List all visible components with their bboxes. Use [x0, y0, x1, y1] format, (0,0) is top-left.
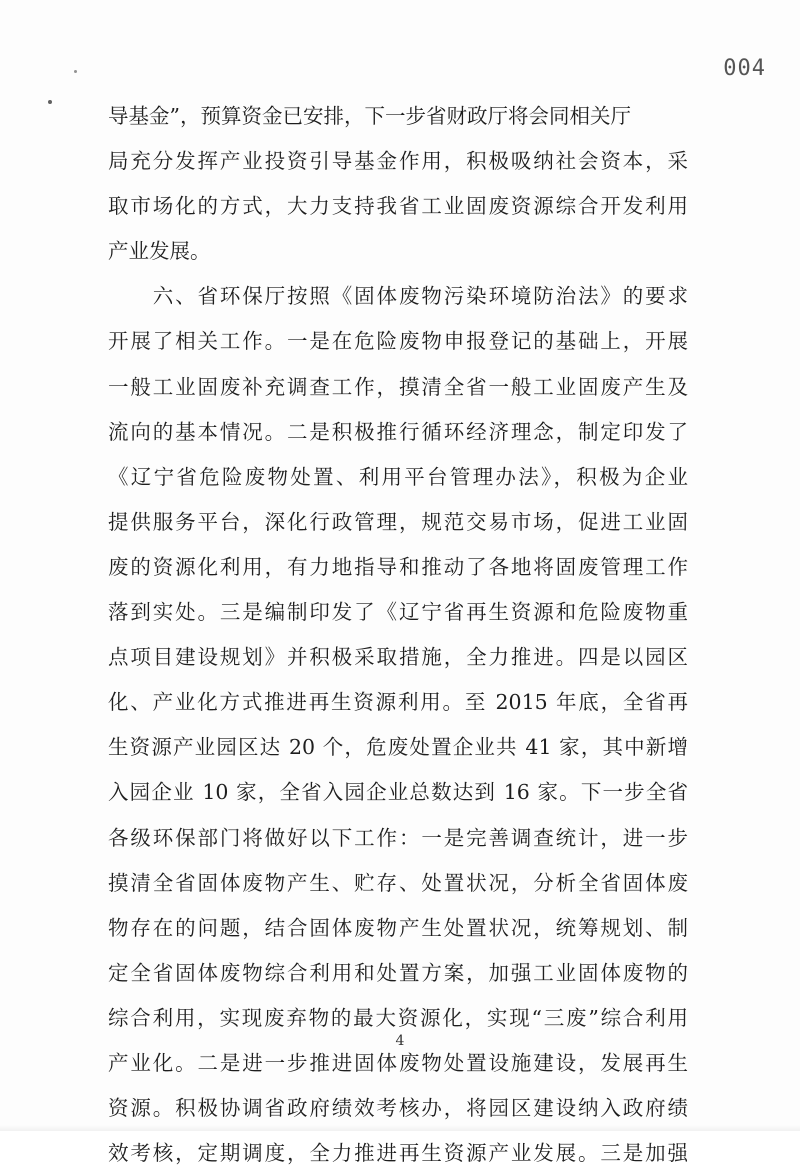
text-line: 入园企业 10 家，全省入园企业总数达到 16 家。下一步全省 — [108, 780, 688, 805]
scan-speck — [48, 100, 52, 104]
text-line: 废的资源化利用，有力地指导和推动了各地将固废管理工作 — [108, 554, 688, 579]
text-line: 效考核，定期调度，全力推进再生资源产业发展。三是加强 — [108, 1141, 688, 1166]
text-line: 取市场化的方式，大力支持我省工业固废资源综合开发利用 — [108, 194, 688, 219]
text-line: 各级环保部门将做好以下工作：一是完善调查统计，进一步 — [108, 825, 688, 850]
text-line: 资源。积极协调省政府绩效考核办，将园区建设纳入政府绩 — [108, 1096, 688, 1121]
text-line: 摸清全省固体废物产生、贮存、处置状况，分析全省固体废 — [108, 870, 688, 895]
body-text — [108, 94, 688, 1176]
text-line: 化、产业化方式推进再生资源利用。至 2015 年底，全省再 — [108, 690, 688, 715]
text-line: 提供服务平台，深化行政管理，规范交易市场，促进工业固 — [108, 509, 688, 534]
text-line: 产业化。二是进一步推进固体废物处置设施建设，发展再生 — [108, 1050, 688, 1075]
scan-edge-shadow — [0, 1125, 800, 1131]
text-line: 综合利用，实现废弃物的最大资源化，实现“三废”综合利用 — [108, 1005, 688, 1030]
text-line: 局充分发挥产业投资引导基金作用，积极吸纳社会资本，采 — [108, 149, 688, 174]
page-number: 4 — [395, 1033, 405, 1049]
text-line: 生资源产业园区达 20 个，危废处置企业共 41 家，其中新增 — [108, 735, 688, 760]
text-line: 开展了相关工作。一是在危险废物申报登记的基础上，开展 — [108, 329, 688, 354]
corner-page-stamp: 004 — [723, 56, 766, 81]
text-line: 《辽宁省危险废物处置、利用平台管理办法》，积极为企业 — [108, 464, 688, 489]
text-line: 物存在的问题，结合固体废物产生处置状况，统筹规划、制 — [108, 915, 688, 940]
text-line: 导基金”，预算资金已安排，下一步省财政厅将会同相关厅 — [108, 104, 631, 128]
text-line: 点项目建设规划》并积极采取措施，全力推进。四是以园区 — [108, 645, 688, 670]
text-line: 定全省固体废物综合利用和处置方案，加强工业固体废物的 — [108, 960, 688, 985]
text-line: 流向的基本情况。二是积极推行循环经济理念，制定印发了 — [108, 419, 688, 444]
text-line: 产业发展。 — [108, 239, 211, 264]
scan-speck — [74, 70, 77, 73]
text-line: 一般工业固废补充调查工作，摸清全省一般工业固废产生及 — [108, 374, 688, 399]
text-line: 六、省环保厅按照《固体废物污染环境防治法》的要求 — [108, 284, 688, 309]
text-line: 落到实处。三是编制印发了《辽宁省再生资源和危险废物重 — [108, 600, 688, 625]
